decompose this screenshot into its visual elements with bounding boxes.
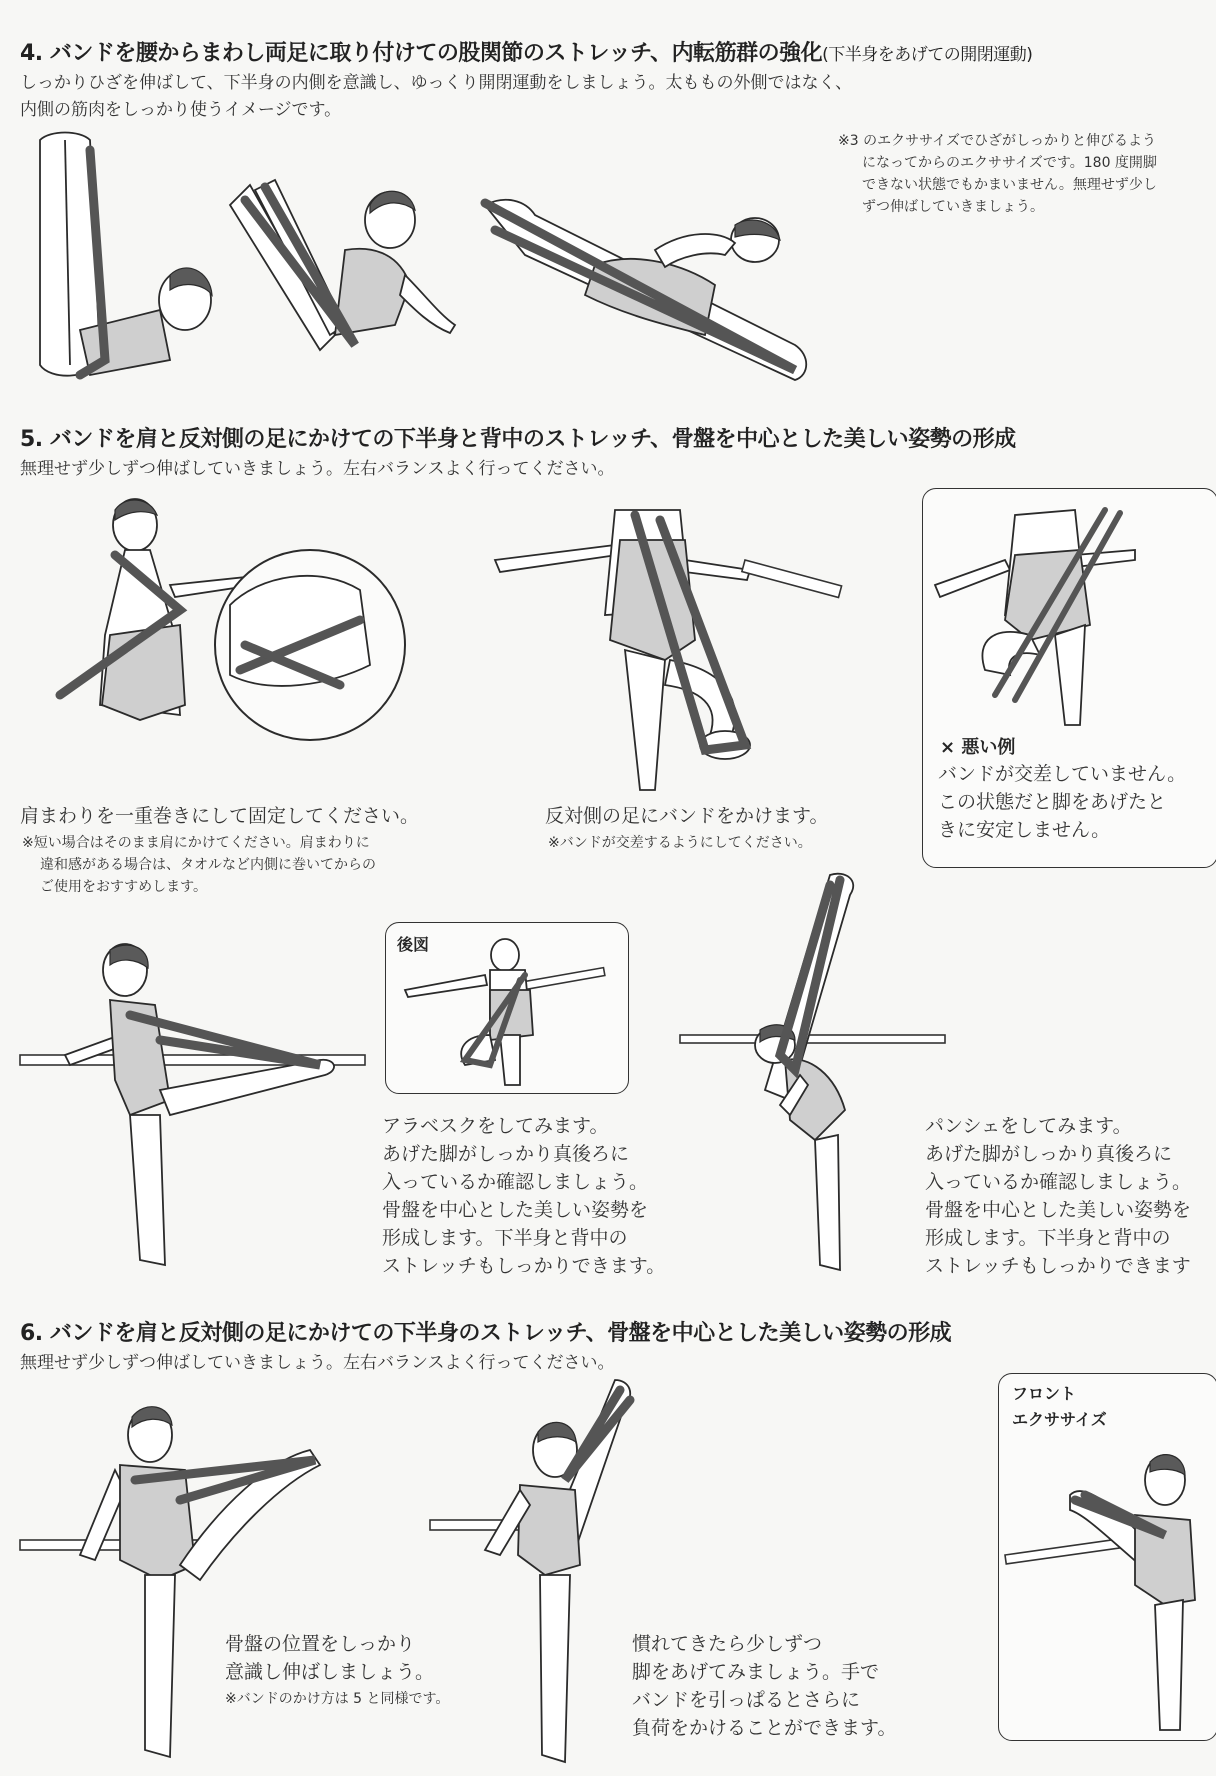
section-5-title: 5. バンドを肩と反対側の足にかけての下半身と背中のストレッチ、骨盤を中心とした美しい姿勢の形成 — [20, 427, 1016, 452]
front-exercise-label — [1012, 1381, 1107, 1433]
section-4-title-main: 4. バンドを腰からまわし両足に取り付けての股関節のストレッチ、内転筋群の強化 — [20, 41, 823, 66]
note-line: ※3 のエクササイズでひざがしっかりと伸びるよう — [838, 133, 1156, 149]
text-line: あげた脚がしっかり真後ろに — [382, 1143, 630, 1165]
section-5-intro: 無理せず少しずつ伸ばしていきましょう。左右バランスよく行ってください。 — [20, 459, 615, 479]
section-5-caption-2: 反対側の足にバンドをかけます。 — [545, 805, 829, 827]
bad-example-figure — [935, 505, 1155, 725]
note-line: ご使用をおすすめします。 — [40, 879, 208, 895]
text-line: パンシェをしてみます。 — [925, 1115, 1132, 1137]
text-line: 骨盤の位置をしっかり — [225, 1633, 416, 1655]
section-4-note — [838, 130, 1157, 218]
text-line: バンドを引っぱるとさらに — [632, 1689, 861, 1711]
label-line: フロント — [1012, 1384, 1077, 1403]
arabesque-figure — [20, 940, 370, 1270]
text-line: 脚をあげてみましょう。手で — [632, 1661, 880, 1683]
text-line: 入っているか確認しましょう。 — [925, 1171, 1192, 1193]
penche-text — [925, 1112, 1191, 1280]
text-line: 骨盤を中心とした美しい姿勢を — [382, 1199, 649, 1221]
back-view-label: 後図 — [397, 935, 430, 954]
section-5-caption-1-note — [22, 832, 376, 898]
section-4-title — [20, 36, 1032, 67]
bad-example-label: × 悪い例 — [940, 737, 1016, 758]
text-line: アラベスクをしてみます。 — [382, 1115, 609, 1137]
text-line: あげた脚がしっかり真後ろに — [925, 1143, 1173, 1165]
intro-line: 内側の筋肉をしっかり使うイメージです。 — [20, 100, 342, 120]
note-line: になってからのエクササイズです。180 度開脚 — [862, 155, 1157, 171]
text-line: この状態だと脚をあげたと — [938, 791, 1167, 813]
text-line: 負荷をかけることができます。 — [632, 1717, 897, 1739]
front-exercise-figure — [1005, 1440, 1210, 1735]
section-5-caption-2-note: ※バンドが交差するようにしてください。 — [548, 835, 812, 851]
section-6-title: 6. バンドを肩と反対側の足にかけての下半身のストレッチ、骨盤を中心とした美しい姿勢の形成 — [20, 1321, 952, 1346]
exercise-4-figure-legs-up — [20, 130, 220, 390]
section-4-intro — [20, 70, 852, 124]
bad-example-text — [938, 760, 1186, 844]
note-line: ずつ伸ばしていきましょう。 — [862, 199, 1044, 215]
intro-line: しっかりひざを伸ばして、下半身の内側を意識し、ゆっくり開閉運動をしましょう。太ももの外側ではなく、 — [20, 73, 853, 93]
note-line: 違和感がある場合は、タオルなど内側に巻いてからの — [40, 857, 376, 873]
text-line: きに安定しません。 — [938, 819, 1111, 841]
text-line: バンドが交差していません。 — [938, 763, 1187, 785]
section-6-intro: 無理せず少しずつ伸ばしていきましょう。左右バランスよく行ってください。 — [20, 1353, 615, 1373]
note-line: できない状態でもかまいません。無理せず少し — [862, 177, 1157, 193]
text-line: 骨盤を中心とした美しい姿勢を — [925, 1199, 1192, 1221]
section-6-caption-1 — [225, 1630, 434, 1686]
text-line: 意識し伸ばしましょう。 — [225, 1661, 435, 1683]
text-line: 形成します。下半身と背中の — [925, 1227, 1171, 1249]
text-line: 慣れてきたら少しずつ — [632, 1633, 823, 1655]
text-line: ストレッチもしっかりできます。 — [382, 1255, 666, 1277]
label-line: エクササイズ — [1012, 1410, 1107, 1429]
section-4-title-sub: (下半身をあげての開閉運動) — [822, 45, 1033, 65]
back-view-figure — [405, 935, 615, 1085]
section-6-caption-2 — [632, 1630, 896, 1742]
exercise-5-figure-opposite-foot — [495, 500, 855, 790]
text-line: 形成します。下半身と背中の — [382, 1227, 628, 1249]
section-6-caption-1-note: ※バンドのかけ方は 5 と同様です。 — [225, 1691, 450, 1707]
exercise-5-figure-shoulder-wrap — [40, 495, 400, 795]
penche-figure — [680, 870, 950, 1280]
arabesque-text — [382, 1112, 665, 1280]
note-line: ※短い場合はそのまま肩にかけてください。肩まわりに — [22, 835, 370, 851]
exercise-4-figure-lying — [465, 195, 845, 395]
exercise-4-figure-sitting — [225, 175, 485, 390]
text-line: 入っているか確認しましょう。 — [382, 1171, 649, 1193]
text-line: ストレッチもしっかりできます — [925, 1255, 1191, 1277]
section-5-caption-1: 肩まわりを一重巻きにして固定してください。 — [20, 805, 420, 827]
